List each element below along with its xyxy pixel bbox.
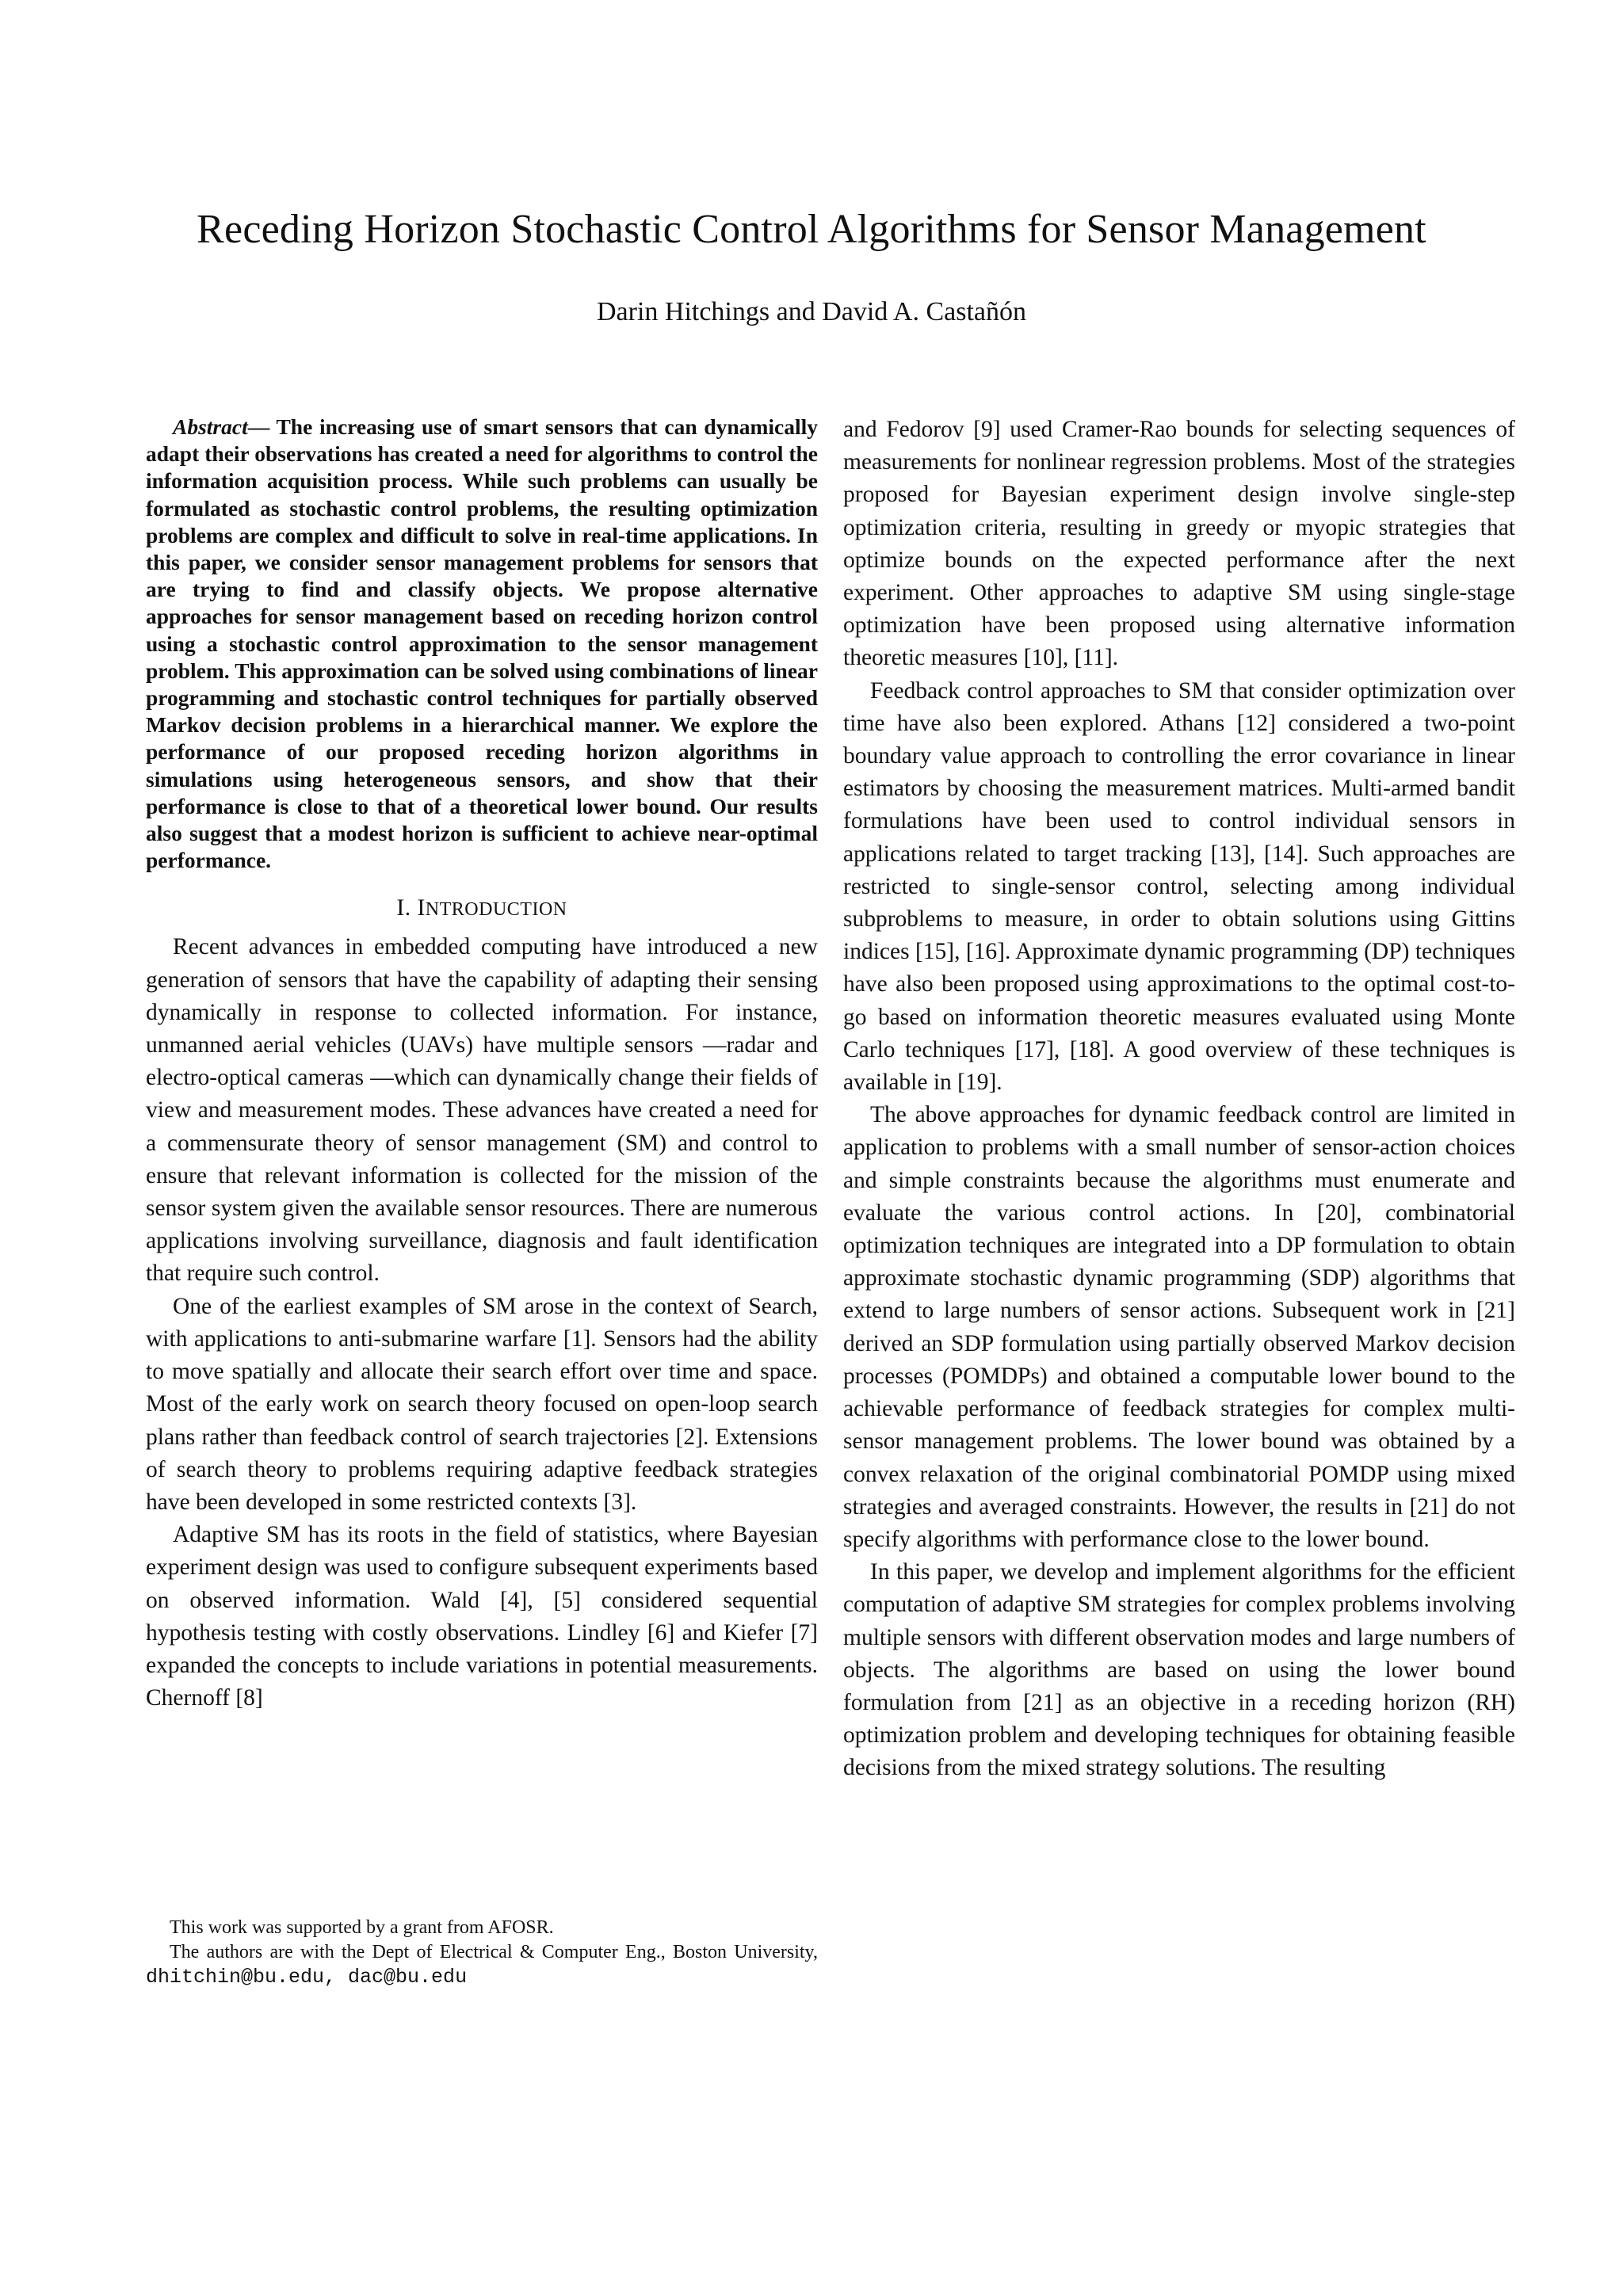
paragraph: Adaptive SM has its roots in the field of statistics, where Bayesian experiment design was used to configure subsequent experiments based on observed information. Wald [4], [5] considered sequential hypothesis testing with costly observations. Lindley [6] and Kiefer [7] expanded the concepts to include variations in potential measurements. Chernoff [8] [146,1522,818,1711]
paper-title: Receding Horizon Stochastic Control Algorithms for Sensor Management [197,207,1426,252]
left-column [146,414,818,1714]
footnote-support: This work was supported by a grant from AFOSR. [170,1917,554,1938]
paragraph: In this paper, we develop and implement algorithms for the efficient computation of adaptive SM strategies for complex problems involving multiple sensors with different observation modes and large numbers of objects. The algorithms are based on using the lower bound formulation from [21] as an objective in a receding horizon (RH) optimization problem and developing techniques for obtaining feasible decisions from the mixed strategy solutions. The resulting [843,1559,1515,1781]
paragraph: and Fedorov [9] used Cramer-Rao bounds for selecting sequences of measurements for nonlinear regression problems. Most of the strategies proposed for Bayesian experiment design involve single-step optimization criteria, resulting in greedy or myopic strategies that optimize bounds on the expected performance after the next experiment. Other approaches to adaptive SM using single-stage optimization have been proposed using alternative information theoretic measures [10], [11]. [843,417,1515,671]
footnotes [146,1916,818,1989]
section-first-letter: I [417,895,426,921]
paragraph: Recent advances in embedded computing have introduced a new generation of sensors that have the capability of adapting their sensing dynamically in response to collected information. For instance, unmanned aerial vehicles (UAVs) have multiple sensors —radar and electro-optical cameras —which can dynamically change their fields of view and measurement modes. These advances have created a need for a commensurate theory of sensor management (SM) and control to ensure that relevant information is collected for the mission of the sensor system given the available sensor resources. There are numerous applications involving surveillance, diagnosis and fault identification that require such control. [146,934,818,1287]
section-heading-introduction [146,893,818,925]
paper-authors: Darin Hitchings and David A. Castañón [596,297,1027,326]
paragraph: Feedback control approaches to SM that consider optimization over time have also been explored. Athans [12] considered a two-point boundary value approach to controlling the error covariance in linear estimators by choosing the measurement matrices. Multi-armed bandit formulations have been used to control individual sensors in applications related to target tracking [13], [14]. Such approaches are restricted to single-sensor control, selecting among individual subproblems to measure, in order to obtain solutions using Gittins indices [15], [16]. Approximate dynamic programming (DP) techniques have also been proposed using approximations to the optimal cost-to-go based on information theoretic measures evaluated using Monte Carlo techniques [17], [18]. A good overview of these techniques is available in [19]. [843,677,1515,1096]
paragraph: The above approaches for dynamic feedback control are limited in application to problems with a small number of sensor-action choices and simple constraints because the algorithms must enumerate and evaluate the various control actions. In [20], combinatorial optimization techniques are integrated into a DP formulation to obtain approximate stochastic dynamic programming (SDP) algorithms that extend to large numbers of sensor actions. Subsequent work in [21] derived an SDP formulation using partially observed Markov decision processes (POMDPs) and obtained a computable lower bound to the achievable performance of feedback strategies for complex multi-sensor management problems. The lower bound was obtained by a convex relaxation of the original combinatorial POMDP using mixed strategies and averaged constraints. However, the results in [21] do not specify algorithms with performance close to the lower bound. [843,1102,1515,1552]
author-emails: dhitchin@bu.edu, dac@bu.edu [146,1966,468,1989]
abstract-label: Abstract [173,414,248,439]
section-title-rest: NTRODUCTION [425,899,567,921]
section-number: I. [396,895,411,921]
abstract-text: The increasing use of smart sensors that can dynamically adapt their observations has created a need for algorithms to control the information acquisition process. While such problems can usually be formulated as stochastic control problems, the resulting optimization problems are complex and difficult to solve in real-time applications. In this paper, we consider sensor management problems for sensors that are trying to find and classify objects. We propose alternative approaches for sensor management based on receding horizon control using a stochastic control approximation to the sensor management problem. This approximation can be solved using combinations of linear programming and stochastic control techniques for partially observed Markov decision problems in a hierarchical manner. We explore the performance of our proposed receding horizon algorithms in simulations using heterogeneous sensors, and show that their performance is close to that of a theoretical lower bound. Our results also suggest that a modest horizon is sufficient to achieve near-optimal performance. [146,414,818,873]
footnote-affiliation-text: The authors are with the Dept of Electrical & Computer Eng., Boston University, [170,1942,818,1962]
paragraph: One of the earliest examples of SM arose in the context of Search, with applications to anti-submarine warfare [1]. Sensors had the ability to move spatially and allocate their search effort over time and space. Most of the early work on search theory focused on open-loop search plans rather than feedback control of search trajectories [2]. Extensions of search theory to problems requiring adaptive feedback strategies have been developed in some restricted contexts [3]. [146,1293,818,1515]
abstract-dash: — [247,414,270,439]
right-column [843,414,1515,1785]
footnote-affiliation [146,1940,818,1989]
abstract [146,414,818,874]
